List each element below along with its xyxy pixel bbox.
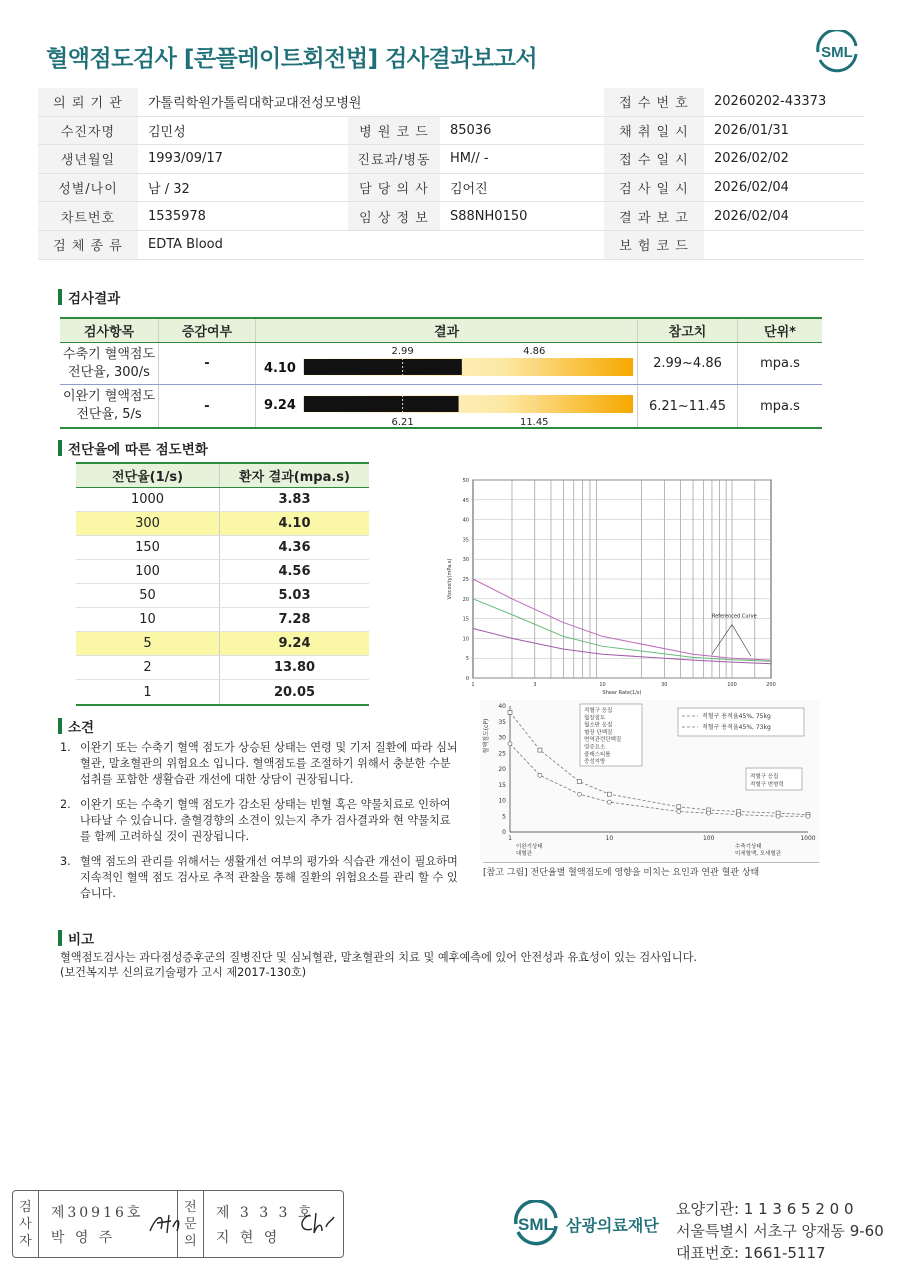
result-ref: 6.21~11.45 [638,385,738,427]
specialist-license: 제 3 3 3 호 [215,1205,315,1221]
result-item: 수축기 혈액점도 전단율, 300/s [60,343,159,384]
doctor-label: 담 당 의 사 [348,174,440,202]
y-tick-label: 20 [462,596,469,603]
org-logo [510,1200,659,1248]
circle-marker [776,814,780,818]
y-tick-label: 40 [462,517,469,524]
y-tick-label: 0 [502,829,506,836]
patient-value: 김민성 [148,124,186,140]
patient-info-table [38,88,864,260]
finding-text: 이완기 또는 수축기 혈액 점도가 상승된 상태는 연령 및 기저 질환에 따라 심뇌혈관, 말초혈관의 위험요소 입니다. 혈액점도를 조절하기 위해서 충분한 수분 섭취를 포함한 생활습관 개선에 대한 상담이 권장됩니다. [80,741,458,786]
receipt-no-value: 20260202-43373 [714,94,827,110]
shear-header-value: 환자 결과(mpa.s) [239,470,350,485]
remarks-section-title: 비고 [58,928,94,948]
remarks-line2: (보건복지부 신의료기술평가 고시 제2017-130호) [60,966,307,979]
col-header-ref: 참고치 [638,319,738,342]
examiner-signature-icon [147,1209,187,1239]
shear-rate: 10 [76,608,220,631]
square-marker [508,710,512,714]
institution-label: 의 뢰 기 관 [38,88,138,116]
y-tick-label: 25 [498,750,506,758]
factor-label: 적혈구 응집 [584,708,613,714]
circle-marker [607,800,611,804]
bar-fill [304,359,462,375]
x-annotation-right: 수축기상태 [735,844,762,850]
factor-label-2: 적혈구 응집 [750,774,779,780]
chart-no-label: 차트번호 [38,202,138,230]
y-tick-label: 15 [498,781,506,789]
x-tick-label: 100 [727,682,737,688]
y-tick-label: 0 [465,676,469,682]
circle-marker [508,742,512,746]
shear-rate: 100 [76,560,220,583]
report-title: 혈액점도검사 [콘플레이트회전법] 검사결과보고서 [46,46,538,72]
hospital-code-value: 85036 [450,122,492,138]
examiner-label [13,1191,39,1257]
dept-value: HM// - [450,151,489,167]
curve-annotation: Referenced Curve [711,613,757,620]
shear-header-rate: 전단율(1/s) [76,464,220,487]
receive-date-value: 2026/02/02 [714,151,789,167]
circle-marker [538,773,542,777]
factor-label: 면역관련단백질 [584,737,622,744]
report-date-label: 결 과 보 고 [604,202,704,230]
insurance-label: 보 험 코 드 [604,231,704,259]
shear-row [76,608,369,632]
y-tick-label: 5 [502,813,506,821]
results-table [60,317,822,429]
legend-label: 적혈구 용적율45%, 75kg [702,713,771,720]
y-tick-label: 45 [462,497,469,504]
report-date-value: 2026/02/04 [714,208,789,224]
shear-row [76,656,369,680]
y-tick-label: 35 [498,718,506,726]
shear-value: 3.83 [278,492,311,507]
result-gauge [256,385,637,427]
y-tick-label: 50 [462,478,469,484]
x-tick-label: 30 [661,682,668,688]
findings-section-title: 소견 [58,716,94,736]
sml-logo [812,30,862,74]
specialist-name: 지 현 영 [215,1230,281,1246]
ref-low-label: 2.99 [391,345,414,357]
col-header-flag: 증감여부 [159,319,256,342]
y-tick-label: 30 [498,734,506,742]
shear-value: 13.80 [273,660,316,675]
x-annotation-left: 대혈관 [516,851,532,857]
shear-section-title: 전단율에 따른 점도변화 [58,438,208,458]
factor-label: 혈장 단백질 [584,729,613,736]
doctor-value: 김어진 [450,182,488,198]
circle-marker [737,813,741,817]
specialist-signature-icon [296,1209,336,1239]
factor-label: 중성지방 [584,759,606,766]
circle-marker [806,814,810,818]
specialist-block [204,1191,343,1257]
collect-date-value: 2026/01/31 [714,122,789,138]
footer-info [676,1198,884,1264]
stamp-char: 의 [184,1233,197,1249]
shear-value: 20.05 [273,684,316,700]
hospital-code-label: 병 원 코 드 [348,117,440,145]
finding-item [60,854,460,902]
test-date-label: 검 사 일 시 [604,174,704,202]
remarks-text [60,950,697,980]
x-tick-label: 3 [533,682,537,688]
x-tick-label: 10 [599,682,606,688]
footer-line1: 요양기관: 1 1 3 6 5 2 0 0 [676,1200,854,1218]
x-annotation-right: 미세혈액, 모세혈관 [735,851,782,857]
examiner-license: 제30916호 [50,1205,144,1221]
result-flag: - [159,385,256,427]
shear-rate: 50 [76,584,220,607]
shear-row [76,680,369,704]
examiner-block [39,1191,178,1257]
svg-text:SML: SML [821,44,853,61]
legend-label: 적혈구 용적율45%, 73kg [702,724,771,731]
sml-org-logo-icon [510,1200,562,1248]
specimen-value: EDTA Blood [148,237,223,253]
ref-high-label: 4.86 [523,345,546,357]
shear-value: 4.10 [278,516,311,531]
square-marker [538,748,542,752]
result-value: 9.24 [263,397,296,413]
factor-label: 염증요소 [584,744,606,751]
finding-num: 3. [60,855,71,868]
y-axis-label: Viscosity(mPa.s) [447,558,453,600]
shear-value: 7.28 [278,612,311,627]
result-unit: mpa.s [760,398,800,414]
insurance-value [704,231,864,259]
stamp-char: 자 [19,1233,32,1249]
square-marker [677,805,681,809]
shear-row [76,560,369,584]
x-tick-label: 1 [471,682,475,688]
y-tick-label: 5 [465,656,469,663]
y-tick-label: 40 [498,703,506,710]
x-tick-label: 200 [766,682,776,688]
shear-table [76,462,369,706]
dob-label: 생년월일 [38,145,138,173]
circle-marker [677,810,681,814]
col-header-item: 검사항목 [60,319,159,342]
result-unit: mpa.s [760,356,800,371]
x-axis-label: Shear Rate(1/s) [602,690,642,696]
x-tick-label: 10 [605,835,614,842]
circle-marker [707,811,711,815]
stamp-char: 전 [184,1199,197,1215]
finding-num: 2. [60,798,71,811]
figure-caption: [참고 그림] 전단율별 혈액점도에 영향을 미치는 요인과 연관 혈관 상태 [483,862,819,878]
shear-rate: 1 [76,680,220,704]
factor-label: 혈소판 응집 [584,722,613,729]
x-tick-label: 1000 [800,835,816,842]
y-tick-label: 10 [498,797,506,805]
y-axis-label: 혈액점도(cP) [483,718,490,754]
square-marker [607,792,611,796]
shear-row [76,536,369,560]
finding-num: 1. [60,741,71,754]
result-ref: 2.99~4.86 [638,343,738,384]
clinical-value: S88NH0150 [450,208,528,224]
result-value: 4.10 [263,360,296,376]
y-tick-label: 15 [462,616,469,623]
shear-value: 4.36 [278,540,311,555]
svg-text:SML: SML [518,1215,554,1234]
signature-stamp [12,1190,344,1258]
findings-list [60,740,460,911]
chart-no-value: 1535978 [148,208,206,224]
result-bar-cell [256,343,638,384]
factor-label: 혈장점도 [584,715,606,722]
stamp-char: 문 [184,1216,197,1232]
dept-label: 진료과/병동 [348,145,440,173]
examiner-name: 박 영 주 [50,1230,116,1246]
y-tick-label: 35 [462,537,469,544]
shear-value: 5.03 [278,588,311,603]
shear-rate: 2 [76,656,220,679]
result-gauge [256,343,637,385]
results-section-title: 검사결과 [58,287,120,307]
circle-marker [577,792,581,796]
reference-figure-chart [480,700,820,862]
footer-line3: 대표번호: 1661-5117 [676,1244,826,1262]
result-item: 이완기 혈액점도 전단율, 5/s [60,385,159,427]
ref-low-label: 6.21 [391,416,414,427]
shear-value: 9.24 [278,636,311,651]
result-row [60,343,822,385]
col-header-unit: 단위* [764,325,796,340]
collect-date-label: 채 취 일 시 [604,117,704,145]
shear-row [76,584,369,608]
result-bar-cell [256,385,638,427]
ref-high-label: 11.45 [519,416,549,427]
shear-value: 4.56 [278,564,311,579]
factor-label-2: 적혈구 변형력 [750,782,784,788]
viscosity-shear-chart [445,470,780,700]
col-header-result: 결과 [256,319,638,342]
institution-value: 가톨릭학원가톨릭대학교대전성모병원 [148,96,362,112]
specimen-label: 검 체 종 류 [38,231,138,259]
x-annotation-left: 이완기상태 [516,844,543,850]
y-tick-label: 25 [462,577,469,583]
x-tick-label: 100 [702,835,715,842]
patient-label: 수진자명 [38,117,138,145]
shear-rate: 1000 [76,488,220,511]
y-tick-label: 30 [462,557,469,564]
org-name: 삼광의료재단 [566,1215,659,1235]
dob-value: 1993/09/17 [148,151,223,167]
finding-text: 이완기 또는 수축기 혈액 점도가 감소된 상태는 빈혈 혹은 약물치료로 인하여 나타날 수 있습니다. 출혈경향의 소견이 있는지 추가 검사결과와 현 약물치료를 함께 고려하실 것이 권장됩니다. [80,798,451,843]
shear-row [76,632,369,656]
shear-rate: 300 [76,512,220,535]
footer-line2: 서울특별시 서초구 양재동 9-60 [676,1222,884,1240]
result-row [60,385,822,427]
sex-age-label: 성별/나이 [38,174,138,202]
shear-row [76,488,369,512]
finding-item [60,797,460,845]
result-flag: - [159,343,256,384]
receive-date-label: 접 수 일 시 [604,145,704,173]
shear-rate: 5 [76,632,220,655]
remarks-line1: 혈액점도검사는 과다점성증후군의 질병진단 및 심뇌혈관, 말초혈관의 치료 및 예후예측에 있어 안전성과 유효성이 있는 검사입니다. [60,951,697,964]
shear-rate: 150 [76,536,220,559]
finding-item [60,740,460,788]
sex-age-value: 남 / 32 [148,182,190,198]
finding-text: 혈액 점도의 관리를 위해서는 생활개선 여부의 평가와 식습관 개선이 필요하며 지속적인 혈액 점도 검사로 추적 관찰을 통해 질환의 위험요소를 관리 할 수 있습니다. [80,855,458,900]
clinical-label: 임 상 정 보 [348,202,440,230]
square-marker [577,780,581,784]
bar-fill [304,396,459,412]
factor-label: 콜레스티롤 [584,751,611,758]
y-tick-label: 10 [462,636,469,643]
y-tick-label: 20 [498,766,506,773]
stamp-char: 검 [19,1199,32,1215]
test-date-value: 2026/02/04 [714,180,789,196]
stamp-char: 사 [19,1216,32,1232]
shear-row [76,512,369,536]
receipt-no-label: 접 수 번 호 [604,88,704,116]
x-tick-label: 1 [508,835,512,842]
